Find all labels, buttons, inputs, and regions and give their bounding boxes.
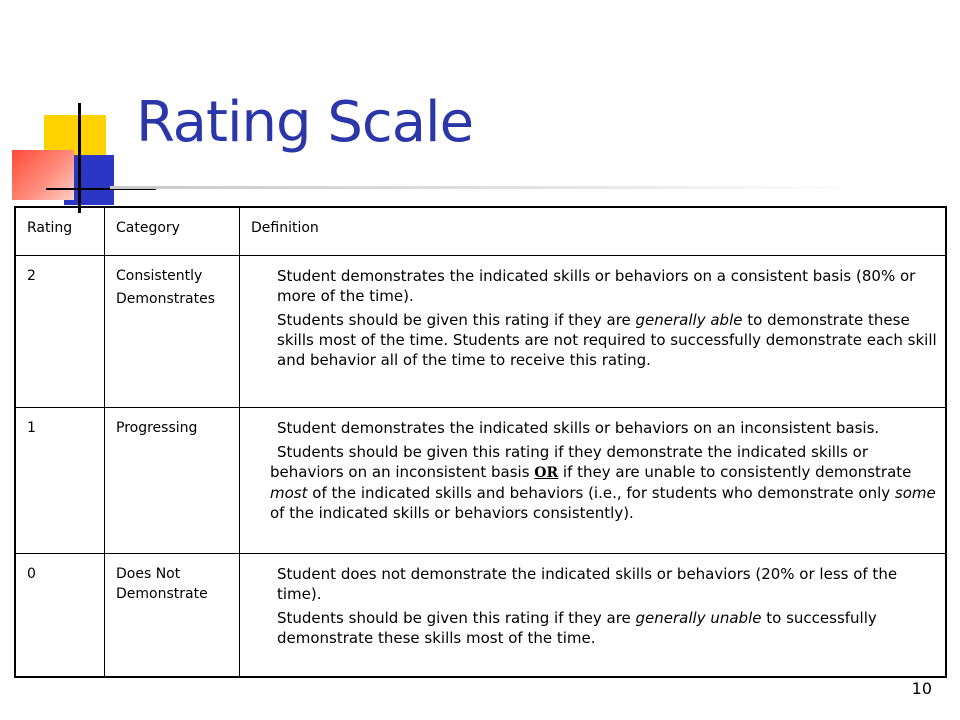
definition-paragraph <box>251 608 939 648</box>
header-definition: Definition <box>240 207 947 255</box>
definition-paragraph: Student demonstrates the indicated skills or behaviors on a consistent basis (80% or more of the time). <box>277 266 916 305</box>
definition-paragraph: Student does not demonstrate the indicated skills or behaviors (20% or less of the time). <box>277 564 898 603</box>
category-cell: Does Not Demonstrate <box>105 553 240 677</box>
text-run: Students should be given this rating if they demonstrate the indicated skills or behaviors on an inconsistent basis <box>270 442 868 481</box>
definition-cell <box>240 407 947 553</box>
definition-cell <box>240 255 947 407</box>
header-rating: Rating <box>15 207 105 255</box>
definition-paragraph <box>251 310 939 370</box>
emphasis-run: generally able <box>635 310 743 329</box>
page-number: 10 <box>911 679 932 698</box>
category-cell: Progressing <box>105 407 240 553</box>
table-header-row <box>15 207 946 255</box>
decor-red-square <box>12 150 74 200</box>
rating-scale-table <box>14 206 947 678</box>
rating-value: 0 <box>15 553 105 677</box>
text-run: if they are unable to consistently demonstrate <box>558 462 912 481</box>
slide-title: Rating Scale <box>136 90 474 155</box>
emphasis-run: some <box>894 483 936 502</box>
definition-paragraph: Student demonstrates the indicated skills or behaviors on an inconsistent basis. <box>277 418 880 437</box>
header-category: Category <box>105 207 240 255</box>
emphasis-run: generally unable <box>635 608 762 627</box>
text-run: to successfully demonstrate these skills most of the time. <box>277 608 877 647</box>
rating-value: 1 <box>15 407 105 553</box>
text-run: Students should be given this rating if they are <box>277 608 636 627</box>
table-row <box>15 255 946 407</box>
title-underline-rule <box>110 186 870 189</box>
table-row <box>15 407 946 553</box>
decor-vertical-line <box>78 103 81 213</box>
emphasis-run: most <box>270 483 308 502</box>
text-run: to demonstrate these skills most of the time. Students are not required to successfully demonstrate each skill and behavior all of the time to receive this rating. <box>277 310 937 369</box>
definition-paragraph <box>251 442 939 523</box>
rating-value: 2 <box>15 255 105 407</box>
text-run: of the indicated skills or behaviors consistently). <box>270 503 634 522</box>
table-row <box>15 553 946 677</box>
or-keyword: OR <box>534 464 559 481</box>
category-line: Demonstrates <box>116 290 215 307</box>
definition-cell <box>240 553 947 677</box>
category-line: Consistently <box>116 267 203 284</box>
category-cell <box>105 255 240 407</box>
text-run: Students should be given this rating if they are <box>277 310 636 329</box>
text-run: of the indicated skills and behaviors (i.e., for students who demonstrate only <box>307 483 895 502</box>
